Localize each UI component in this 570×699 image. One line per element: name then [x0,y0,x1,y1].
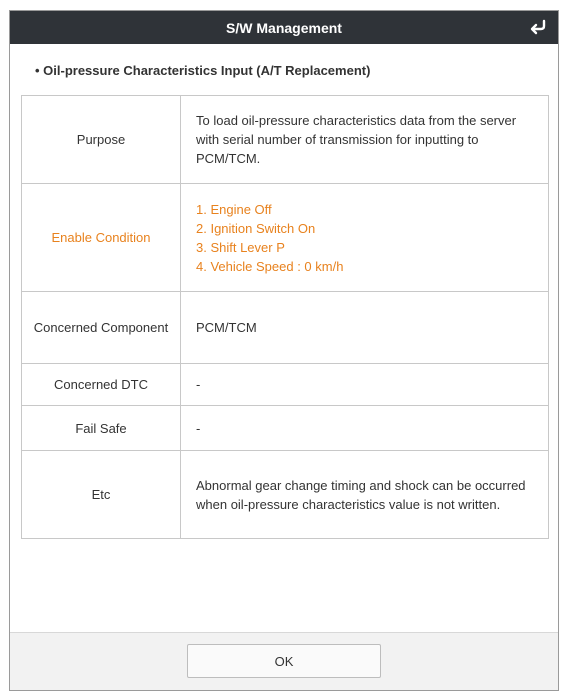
row-label-concerned-component: Concerned Component [22,292,181,364]
section-heading: • Oil-pressure Characteristics Input (A/T Replacement) [35,63,371,78]
row-value-concerned-component: PCM/TCM [181,292,549,364]
table-row [22,406,549,451]
dialog-footer [10,632,558,690]
condition-line: 1. Engine Off [196,201,272,217]
row-value-purpose: To load oil-pressure characteristics data from the server with serial number of transmission for inputting to PCM/TCM. [181,96,549,184]
row-label-enable-condition: Enable Condition [22,184,181,292]
table-row [22,292,549,364]
info-table [21,95,549,539]
row-label-concerned-dtc: Concerned DTC [22,364,181,406]
row-label-etc: Etc [22,451,181,539]
ok-button[interactable]: OK [187,644,381,678]
row-label-purpose: Purpose [22,96,181,184]
info-table-container [21,95,549,539]
row-value-concerned-dtc: - [181,364,549,406]
title-bar [10,11,558,44]
condition-line: 4. Vehicle Speed : 0 km/h [196,258,344,274]
row-value-fail-safe: - [181,406,549,451]
condition-line: 2. Ignition Switch On [196,220,316,236]
row-value-enable-condition [181,184,549,292]
sw-management-dialog [9,10,559,691]
condition-line: 3. Shift Lever P [196,239,285,255]
return-arrow-icon[interactable] [528,17,548,37]
table-row [22,364,549,406]
table-row [22,451,549,539]
table-row [22,96,549,184]
table-row [22,184,549,292]
row-value-etc: Abnormal gear change timing and shock can be occurred when oil-pressure characteristics value is not written. [181,451,549,539]
dialog-title: S/W Management [226,19,342,36]
row-label-fail-safe: Fail Safe [22,406,181,451]
